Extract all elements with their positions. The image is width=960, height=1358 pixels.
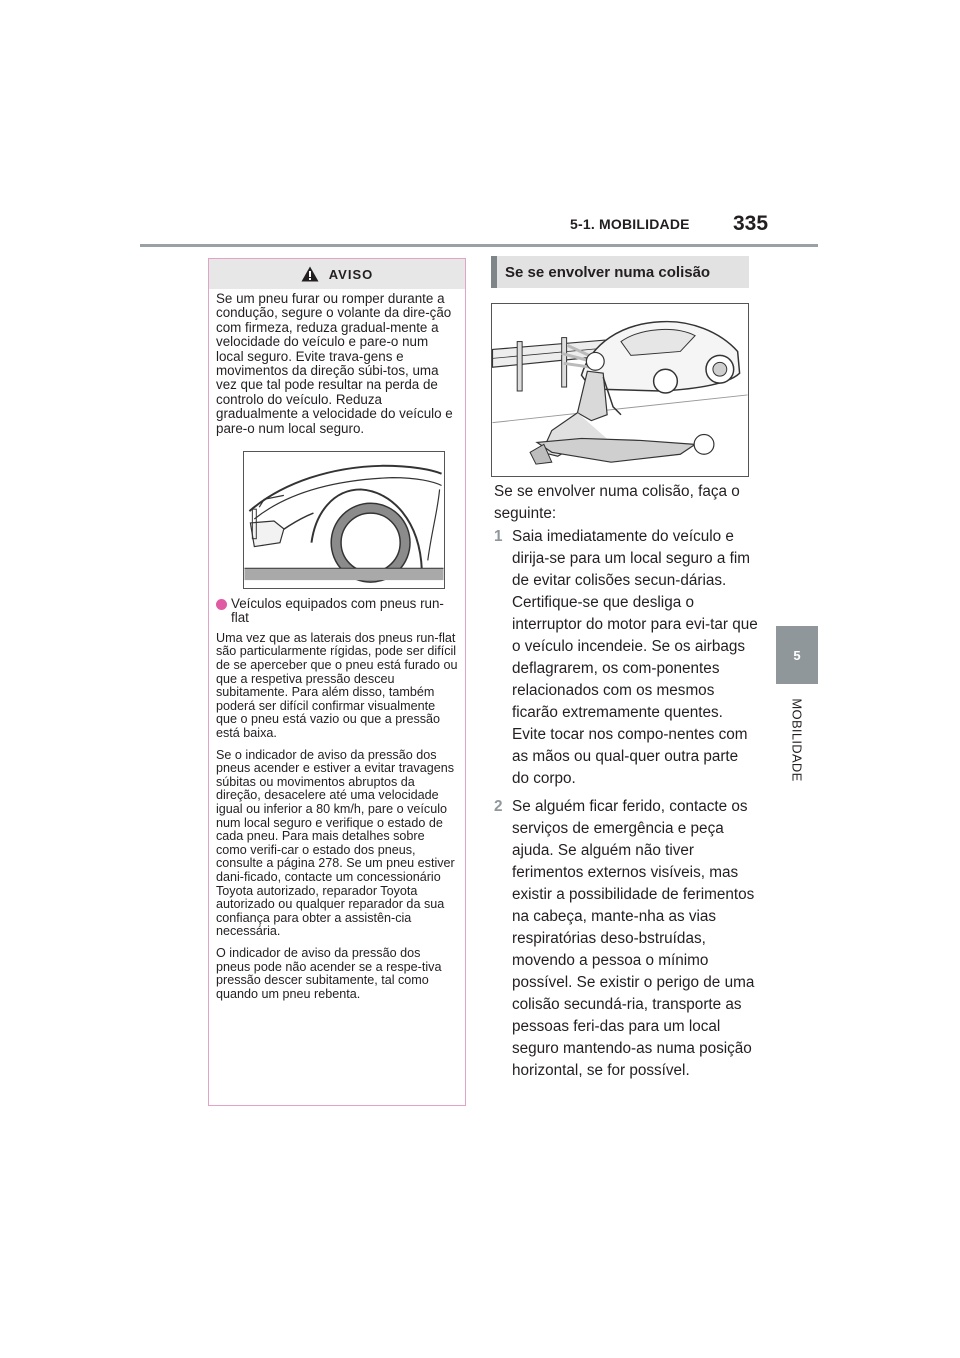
collision-intro: Se se envolver numa colisão, faça o seguinte:	[494, 483, 740, 522]
bullet-dot-icon	[216, 599, 227, 610]
chapter-tab	[776, 626, 818, 684]
warning-paragraph: Se um pneu furar ou romper durante a condução, segure o volante da dire-ção com firmeza, reduza gradual-mente a velocidade do veículo e pare-o num local seguro. Evite trava-gens e movimentos da direção súbi-tos, uma vez que tal pode resultar na perda de controlo do veículo. Reduza gradualmente a velocidade do veículo e pare-o num local seguro.	[216, 291, 453, 436]
header-divider	[140, 244, 818, 247]
collision-scene-illustration	[491, 303, 749, 477]
bullet-item	[216, 597, 458, 626]
note-paragraph: Uma vez que as laterais dos pneus run-flat são particularmente rígidas, pode ser difícil de se aperceber que o pneu está furado ou que a respetiva pressão desceu subitamente. Para além disso, também poderá ser difícil confirmar visualmente que o pneu está vazio ou que a pressão está baixa.	[216, 630, 458, 741]
step-number: 2	[494, 798, 503, 815]
step-text: Se alguém ficar ferido, contacte os serviços de emergência e peça ajuda. Se alguém não tiver ferimentos externos visíveis, mas existir a possibilidade de ferimentos na cabeça, mante-nha as vias respiratórias deso-bstruídas, movendo a pessoa o mínimo possível. Se existir o perigo de uma colisão secundá-ria, transporte as pessoas feri-das para um local seguro mantendo-as numa posição horizontal, se for possível.	[512, 798, 755, 1079]
step-item	[494, 526, 759, 790]
run-flat-tire-illustration	[243, 451, 445, 589]
chapter-label: MOBILIDADE	[789, 698, 805, 782]
step-text: Saia imediatamente do veículo e dirija-se para um local seguro a fim de evitar colisões secun-dárias. Certifique-se que desliga o interruptor do motor para evi-tar que o veículo incendeie. Se os airbags deflagrarem, os com-ponentes relacionados com os mesmos ficarão extremamente quentes. Evite tocar nos compo-nentes com as mãos ou qual-quer outra parte do corpo.	[512, 528, 758, 787]
page-number: 335	[733, 212, 769, 235]
warning-box	[208, 258, 466, 1106]
section-title: 5-1. MOBILIDADE	[570, 216, 690, 232]
collision-heading	[491, 256, 749, 288]
warning-header	[209, 259, 465, 289]
warning-title: AVISO	[328, 266, 374, 282]
note-paragraph: Se o indicador de aviso da pressão dos pneus acender e estiver a evitar travagens súbitas ou movimentos abruptos da direção, desacelere até uma velocidade igual ou inferior a 80 km/h, pare o veículo num local seguro e verifique o estado de cada pneu. Para mais detalhes sobre como verifi-car o estado dos pneus, consulte a página 278. Se um pneu estiver dani-ficado, contacte um concessionário Toyota autorizado, reparador Toyota autorizado ou qualquer reparador da sua confiança para obter a assistên-cia necessária.	[216, 747, 455, 939]
collision-title: Se se envolver numa colisão	[505, 263, 711, 281]
warning-triangle-icon	[301, 266, 319, 282]
note-paragraph: O indicador de aviso da pressão dos pneus pode não acender se a respe-tiva pressão descer subitamente, tal como quando um pneu rebenta.	[216, 945, 442, 1001]
step-item	[494, 796, 759, 1082]
bullet-text: Veículos equipados com pneus run-flat	[231, 596, 444, 626]
chapter-number: 5	[793, 647, 801, 663]
step-number: 1	[494, 528, 503, 545]
collision-steps	[494, 526, 759, 1082]
